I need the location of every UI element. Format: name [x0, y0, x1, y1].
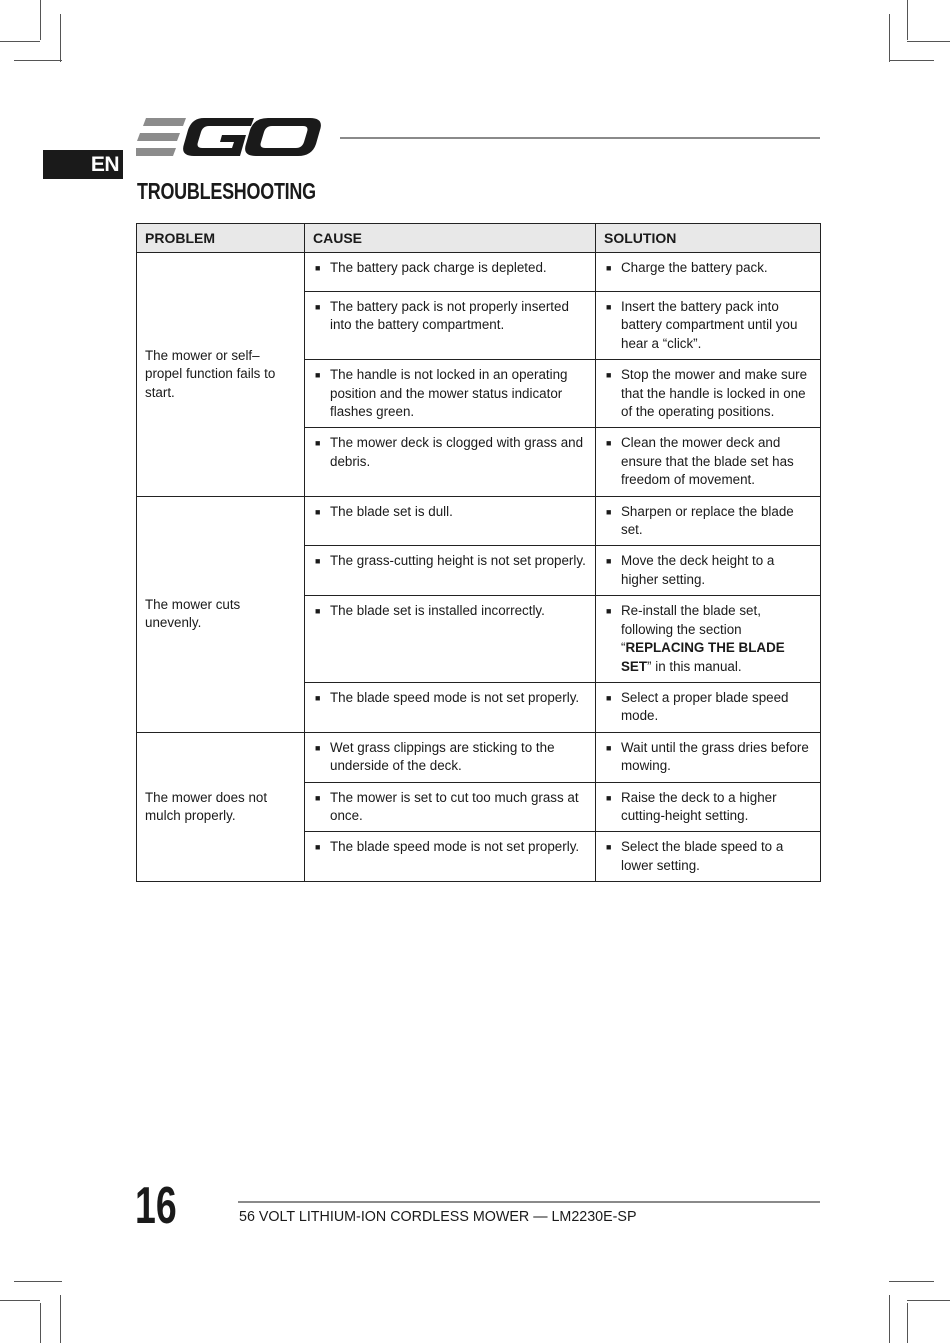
crop-mark	[40, 0, 41, 40]
footer-rule	[238, 1201, 820, 1203]
crop-mark	[907, 1303, 908, 1343]
solution-cell	[596, 782, 821, 832]
ego-logo	[136, 116, 322, 160]
solution-text-after: ” in this manual.	[647, 658, 742, 674]
troubleshooting-table	[136, 223, 821, 882]
bullet-icon: ■	[606, 692, 612, 703]
cause-text: The handle is not locked in an operating position and the mower status indicator flashes green.	[330, 367, 568, 420]
cause-cell	[305, 682, 596, 732]
table-row	[137, 496, 821, 546]
table-row	[137, 253, 821, 292]
cause-cell	[305, 832, 596, 882]
header-rule	[340, 137, 820, 139]
bullet-icon: ■	[315, 302, 321, 312]
crop-mark	[907, 1300, 950, 1301]
table-header-row	[137, 224, 821, 253]
section-reference: REPLACING THE BLADE SET	[621, 640, 785, 674]
cause-cell	[305, 360, 596, 428]
cause-cell	[305, 428, 596, 496]
bullet-icon: ■	[606, 792, 612, 803]
bullet-icon: ■	[606, 263, 612, 273]
bullet-icon: ■	[315, 506, 321, 517]
crop-mark	[889, 1295, 890, 1343]
solution-text: Move the deck height to a higher setting.	[621, 553, 775, 587]
solution-cell	[596, 682, 821, 732]
solution-cell	[596, 732, 821, 782]
bullet-icon: ■	[606, 506, 612, 517]
crop-mark	[14, 60, 62, 61]
problem-cell: The mower does not mulch properly.	[137, 732, 305, 881]
solution-cell	[596, 360, 821, 428]
crop-mark	[907, 41, 950, 42]
cause-cell	[305, 546, 596, 596]
bullet-icon: ■	[315, 842, 321, 853]
crop-mark	[889, 60, 934, 61]
solution-cell	[596, 428, 821, 496]
column-header-cause: CAUSE	[305, 224, 596, 253]
crop-mark	[889, 1281, 934, 1282]
cause-cell	[305, 253, 596, 292]
solution-cell	[596, 596, 821, 683]
cause-text: The grass-cutting height is not set properly.	[330, 553, 586, 569]
bullet-icon: ■	[315, 556, 321, 567]
cause-text: The blade speed mode is not set properly.	[330, 689, 580, 705]
bullet-icon: ■	[606, 842, 612, 853]
bullet-icon: ■	[315, 742, 321, 753]
solution-text: Wait until the grass dries before mowing.	[621, 739, 809, 774]
crop-mark	[0, 1300, 40, 1301]
cause-text: The mower is set to cut too much grass at once.	[330, 789, 579, 823]
cause-cell	[305, 496, 596, 546]
cause-cell	[305, 732, 596, 782]
problem-cell: The mower cuts unevenly.	[137, 496, 305, 732]
bullet-icon: ■	[606, 742, 612, 753]
solution-text: Stop the mower and make sure that the handle is locked in one of the operating positions.	[621, 367, 808, 420]
solution-text: Clean the mower deck and ensure that the blade set has freedom of movement.	[621, 435, 794, 488]
crop-mark	[0, 41, 40, 42]
solution-text-before: Re-install the blade set, following the section “	[621, 603, 761, 656]
footer-product-title: 56 VOLT LITHIUM-ION CORDLESS MOWER — LM2230E-SP	[239, 1209, 637, 1225]
bullet-icon: ■	[606, 438, 612, 449]
cause-cell	[305, 596, 596, 683]
solution-cell	[596, 546, 821, 596]
table-row	[137, 732, 821, 782]
bullet-icon: ■	[315, 438, 321, 449]
language-tab: EN	[43, 150, 123, 179]
solution-text	[621, 602, 814, 676]
cause-text: Wet grass clippings are sticking to the underside of the deck.	[330, 739, 555, 774]
cause-text: The blade speed mode is not set properly.	[330, 839, 580, 855]
problem-cell: The mower or self–propel function fails to start.	[137, 253, 305, 497]
crop-mark	[40, 1303, 41, 1343]
solution-text: Insert the battery pack into battery compartment until you hear a “click”.	[621, 299, 798, 351]
solution-cell	[596, 832, 821, 882]
solution-text: Select a proper blade speed mode.	[621, 689, 789, 724]
bullet-icon: ■	[606, 302, 612, 312]
bullet-icon: ■	[606, 556, 612, 567]
column-header-problem: PROBLEM	[137, 224, 305, 253]
cause-text: The battery pack charge is depleted.	[330, 260, 547, 275]
solution-cell	[596, 253, 821, 292]
crop-mark	[907, 0, 908, 40]
bullet-icon: ■	[315, 370, 321, 381]
section-title: TROUBLESHOOTING	[137, 178, 316, 204]
cause-cell	[305, 292, 596, 360]
solution-cell	[596, 292, 821, 360]
bullet-icon: ■	[315, 263, 321, 273]
solution-text: Sharpen or replace the blade set.	[621, 503, 794, 538]
crop-mark	[60, 1295, 61, 1343]
bullet-icon: ■	[315, 692, 321, 703]
solution-cell	[596, 496, 821, 546]
solution-text: Raise the deck to a higher cutting-height setting.	[621, 789, 777, 823]
cause-text: The mower deck is clogged with grass and debris.	[330, 435, 584, 469]
cause-text: The blade set is dull.	[330, 503, 453, 519]
crop-mark	[889, 14, 890, 62]
cause-text: The battery pack is not properly inserted into the battery compartment.	[330, 299, 569, 333]
bullet-icon: ■	[606, 606, 612, 617]
page-number: 16	[135, 1177, 177, 1235]
bullet-icon: ■	[606, 370, 612, 381]
cause-cell	[305, 782, 596, 832]
crop-mark	[14, 1281, 62, 1282]
solution-text: Charge the battery pack.	[621, 260, 768, 275]
bullet-icon: ■	[315, 792, 321, 803]
bullet-icon: ■	[315, 606, 321, 617]
solution-text: Select the blade speed to a lower setting.	[621, 839, 784, 873]
cause-text: The blade set is installed incorrectly.	[330, 603, 545, 619]
crop-mark	[60, 14, 61, 62]
column-header-solution: SOLUTION	[596, 224, 821, 253]
